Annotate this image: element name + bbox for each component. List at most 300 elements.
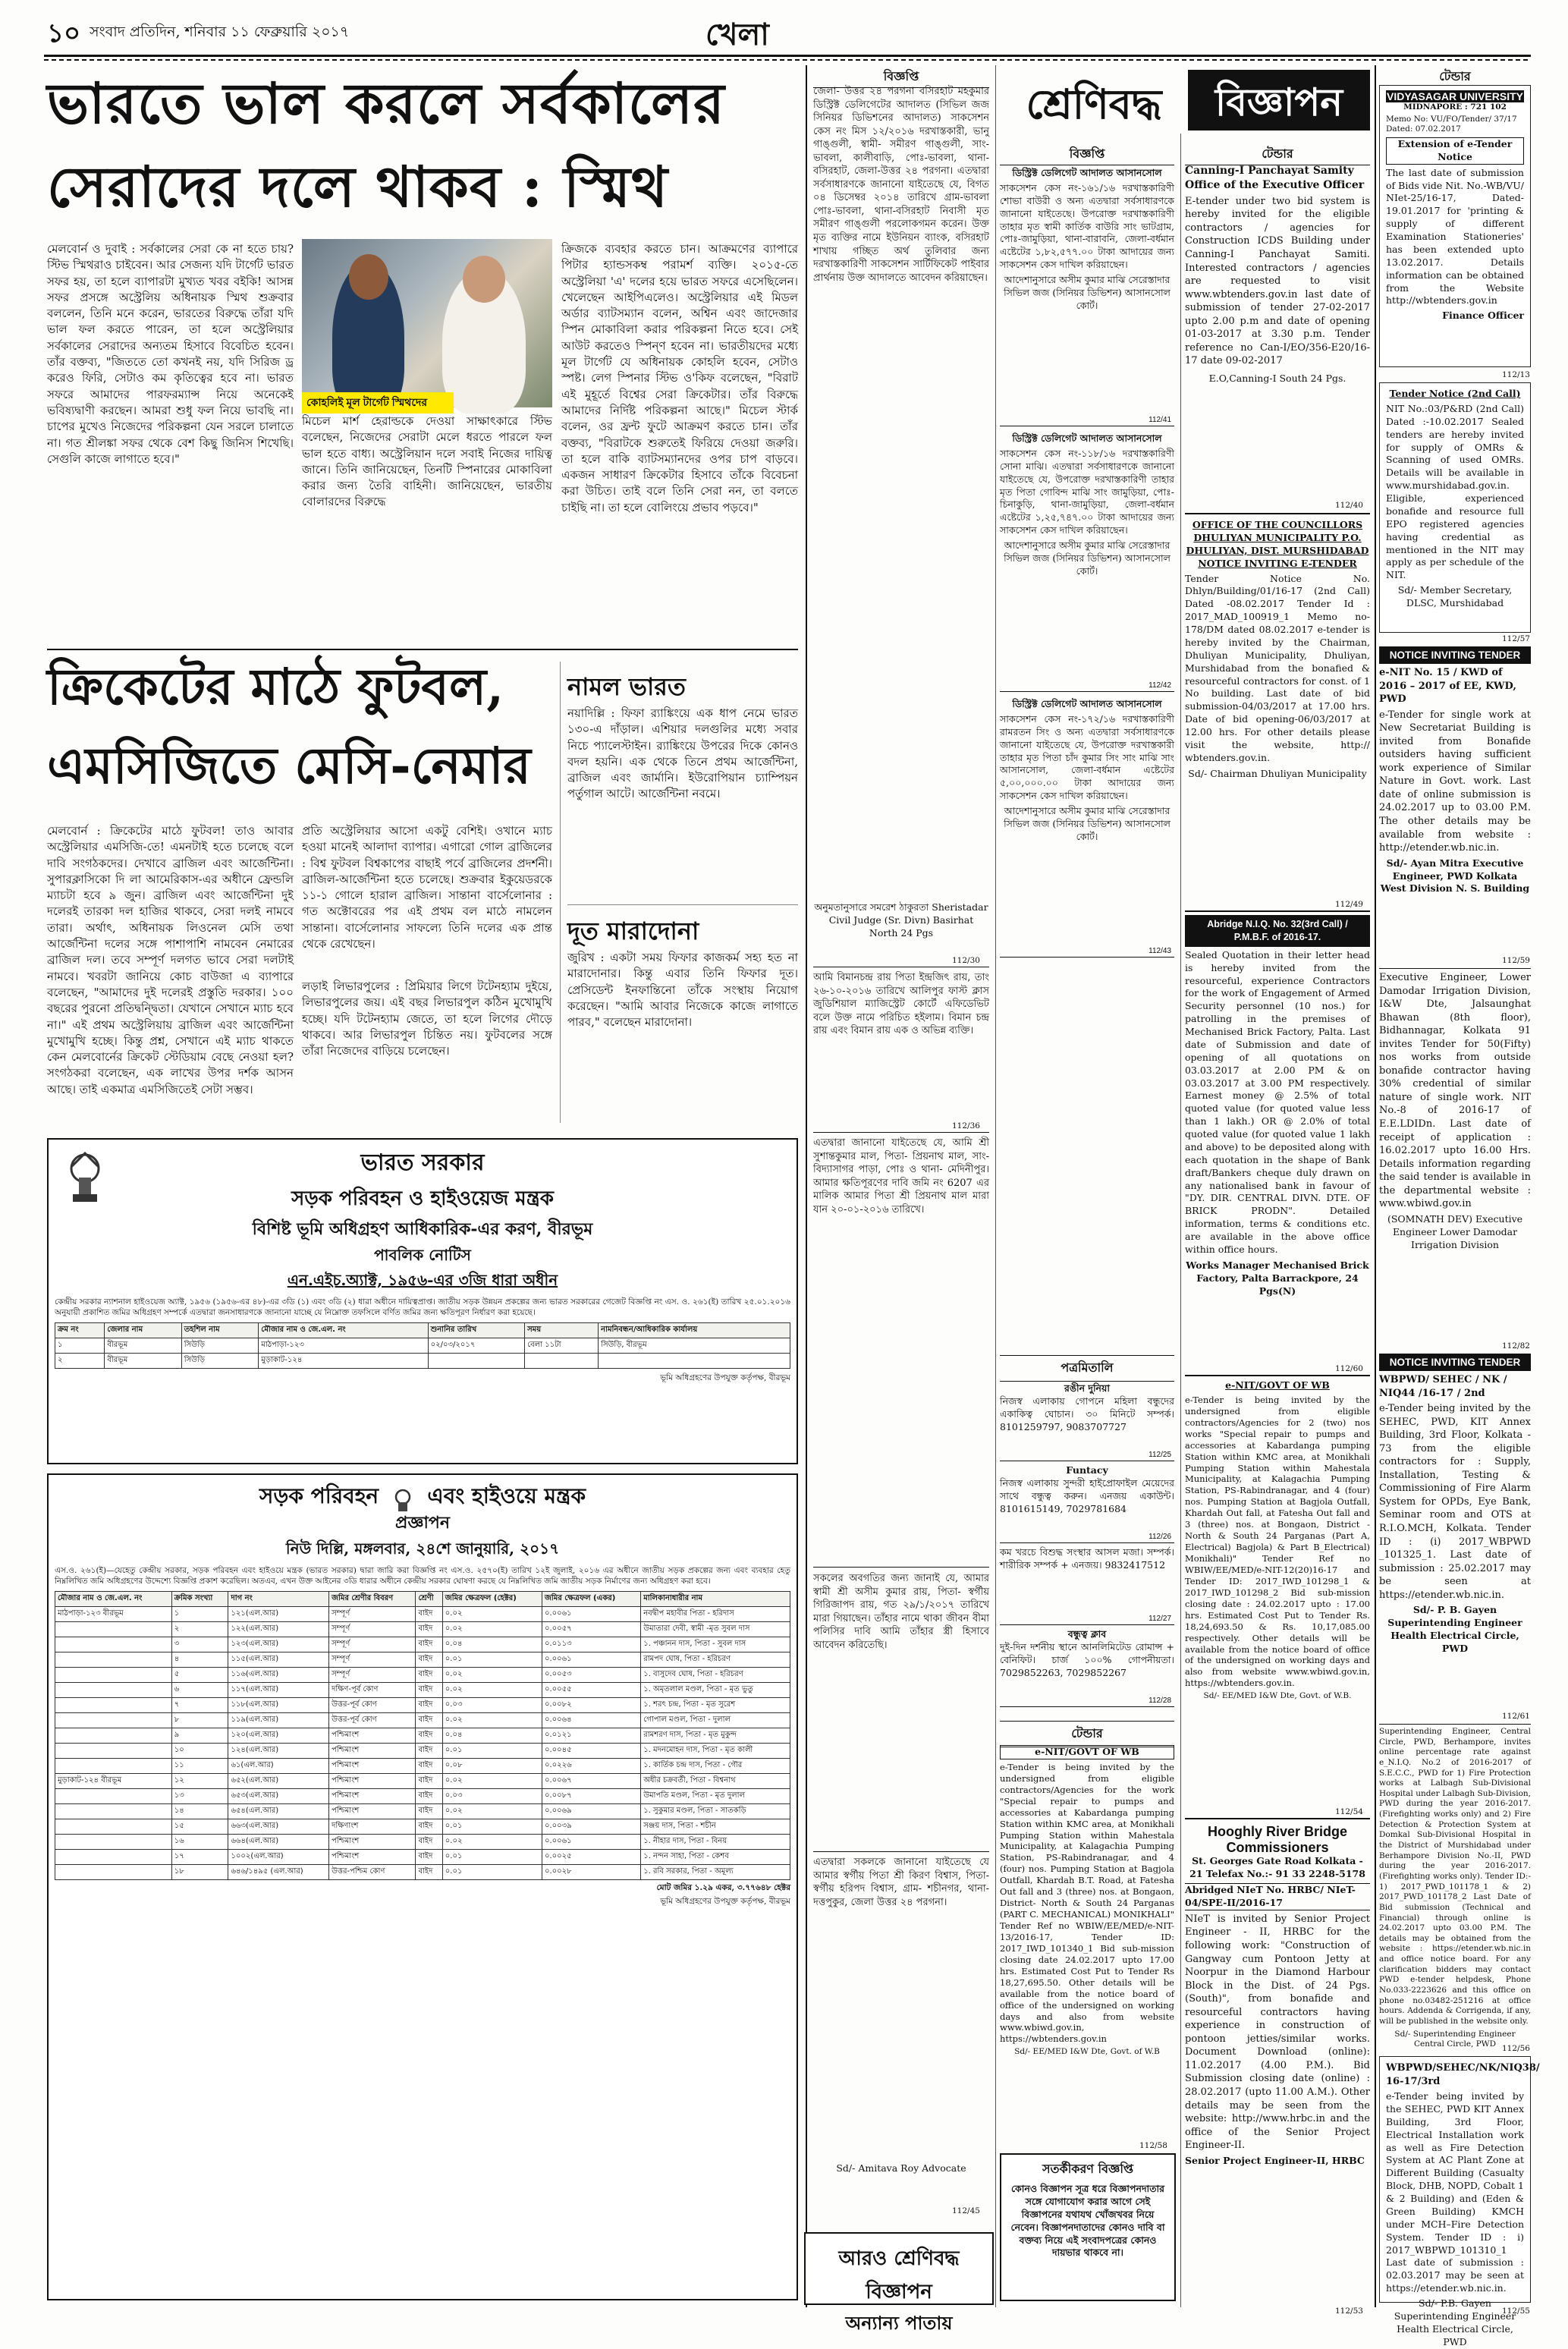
table-cell: সিউড়ি bbox=[181, 1354, 259, 1369]
table-cell: সম্পূর্ণ bbox=[329, 1668, 416, 1683]
table-cell: ০.০০৩৯ bbox=[542, 1819, 640, 1835]
hrbc-sign: Senior Project Engineer-II, HRBC bbox=[1185, 2154, 1365, 2166]
col5-sep bbox=[813, 1132, 989, 1133]
table-cell: ২ bbox=[55, 1354, 105, 1369]
table-row bbox=[55, 1713, 790, 1728]
col5-tag2: 112/36 bbox=[952, 1121, 980, 1130]
notice2-table-header bbox=[55, 1592, 790, 1607]
table-cell: ০.০০২৮ bbox=[542, 1865, 640, 1880]
col7-header: টেন্ডার bbox=[1185, 144, 1370, 165]
section-title: খেলা bbox=[705, 17, 769, 52]
notice2-line1b: এবং হাইওয়ে মন্ত্রক bbox=[427, 1483, 586, 1508]
personal-ad bbox=[1000, 1543, 1174, 1625]
table-cell: ০.০১ bbox=[442, 1652, 542, 1668]
more-classifieds-line2: অন্যান্য পাতায় bbox=[845, 2312, 953, 2334]
table-row bbox=[55, 1607, 790, 1622]
notice1-th: সময় bbox=[525, 1323, 599, 1338]
personal-ad-tag: 112/28 bbox=[1149, 1696, 1171, 1705]
hrbc-tag: 112/53 bbox=[1335, 2307, 1363, 2316]
enit2-body: e-Tender is being invited by the undersigned from eligible contractors/Agencies for 2 (two) nos works "Special repair to pumps and accessories at Kabardanga pumping Station within KMC area, at Monikhali Pumping Station within Mahestala Municipality, at Kalagachia Pumping Station, PS-Rabindranagar, and 4 (four) nos. Pumping Station at Bagjola Outfall, Khardah Out fall, at Fatesha Out fall and 3 (three) nos. at Bongaon, District - North & South 24 Parganas (Part A, Electrical) Bagjola) & Part B_Electrical) Monikhali)" Tender Ref no WBIW/EE/MED/e-NIT-12(20)16-17 and Tender ID: 2017_IWD_101298_1 & 2017_IWD_101298_2 Bid sub-mission closing date : 24.02.2017 upto : 17.00 hrs. Estimated Cost Put to Tender Rs. 18,24,693.50 & Rs. 10,17,085.00 respectively. Other details will be available from the notice board of office of the undersigned on working days and also from website www.wbiwd.gov.in, https://wbtenders.gov.in. bbox=[1185, 1394, 1370, 1689]
table-cell: ০.০০২৫ bbox=[542, 1850, 640, 1865]
kwd-tag: 112/59 bbox=[1502, 956, 1530, 965]
story2-col1: মেলবোর্ন : ক্রিকেটের মাঠে ফুটবল! তাও আবার অস্ট্রেলিয়ার এমসিজি-তে! এমনটাই হতে চলেছে বলে দাবি সংগঠকদের। দেখাবে ব্রাজিল এবং আর্জেন্টিনা। সুপারক্লাসিকো দি লা আমেরিকাস-এর অধীনে ফ্রেন্ডলি ম্যাচটা হবে ৯ জুন। ব্রাজিল এবং আর্জেন্টিনা দুই দলেরই তারকা দল হাজির থাকবে, সেরা দলই নামবে তারা। অর্থাৎ, অধিনায়ক লিওনেল মেসি তথা আর্জেন্টিনা দলের সঙ্গে পাশাপাশি নামবেন নেমারের ব্রাজিল দল। তবে সম্পূর্ণ দলগত ভাবে সেরা দলটাই নামবে। খবরটা জানিয়ে কোচ বাউজা এ ব্যাপারে বলেছেন, "আমাদের দুই দলেরই প্রস্তুতি দরকার। ১০০ বছরের পুরনো প্রতিদ্বন্দ্বিতা। যেখানে সেখানে ম্যাচ হবে না।" এই প্রথম অস্ট্রেলিয়ায় ব্রাজিল এবং আর্জেন্টিনা মুখোমুখি হচ্ছে। কিন্তু প্রশ্ন, সেখানে এই ম্যাচ থাকতে কেন মেলবোর্নের ক্রিকেট স্টেডিয়াম বেছে নেওয়া হল? সংগঠকরা বলেছেন, এক লাখের উপর দর্শক আসন আছে। তাই একমাত্র এমসিজিতেই সেটা সম্ভব। bbox=[47, 824, 294, 1096]
table-cell: ৭ bbox=[171, 1698, 228, 1713]
dhuliyan-sign: Sd/- Chairman Dhuliyan Municipality bbox=[1188, 767, 1367, 779]
col5-header: বিজ্ঞপ্তি bbox=[813, 67, 989, 88]
table-cell: ০.০০৮২ bbox=[542, 1698, 640, 1713]
classified-title-left: শ্রেণিবদ্ধ bbox=[1026, 80, 1162, 128]
table-cell: রামপদ ঘোষ, পিতা - হরিচরণ bbox=[641, 1652, 790, 1668]
enit2-sign: Sd/- EE/MED I&W Dte, Govt. of W.B. bbox=[1203, 1691, 1352, 1701]
table-cell: ১. পঞ্চানন দাস, পিতা - সুবল দাস bbox=[641, 1637, 790, 1652]
briefs-divider bbox=[560, 662, 561, 1123]
col7-sep bbox=[1185, 910, 1370, 912]
table-row bbox=[55, 1804, 790, 1819]
warning-body: কোনও বিজ্ঞাপন সূত্র ধরে বিজ্ঞাপনদাতার সঙ্গে যোগাযোগ করার আগে সেই বিজ্ঞাপনের যথাযথ খোঁজখবর নিয়ে নেবেন। বিজ্ঞাপনদাতাদের কোনও দাবি বা বক্তব্য নিয়ে এই সংবাদপত্রের কোনও দায়ভার থাকবে না। bbox=[1010, 2183, 1165, 2259]
tender-lower-damodar bbox=[1379, 968, 1531, 1340]
personal-ad-body: দুই-দিন দর্শনীয় স্থানে আনলিমিটেড রোমান্স + বেনিফিট। চার্জ ১০০% গোপনীয়তা। 7029852263, 7029852267 bbox=[1000, 1640, 1174, 1678]
hrbc-title: Hooghly River Bridge Commissioners bbox=[1207, 1824, 1348, 1855]
table-cell bbox=[525, 1354, 599, 1369]
page-number: ১০ bbox=[47, 18, 81, 49]
table-cell: ০.০২ bbox=[442, 1774, 542, 1789]
vidya-memo: Memo No: VU/FO/Tender/ 37/17 Dated: 07.02.2017 bbox=[1386, 114, 1517, 134]
table-row bbox=[55, 1759, 790, 1774]
table-row bbox=[55, 1835, 790, 1850]
table-cell: ৬৫২(এল.আর) bbox=[228, 1774, 329, 1789]
table-cell: ০.০১২১ bbox=[542, 1728, 640, 1744]
dhuliyan-body: Tender Notice No. Dhlyn/Building/01/16-17 (2nd Call) Dated -08.02.2017 Tender Id : 2017_MAD_100919_1 Memo no-178/DM dated 08.02.2017 e-tender is hereby invited by the Chairman, Dhuliyan Municipality, Dhuliyan, Murshidabad from the bonafied & resourceful contractors for const. of 1 No building. Last date of bid submission-04/03/2017 at 17.00 hrs. Date of bid opening-06/03/2017 at 12.00 hrs. For other details please visit the website, http:// wbtenders.gov.in. bbox=[1185, 572, 1370, 763]
col5-sep bbox=[813, 1567, 989, 1568]
table-cell: ১২০(এল.আর) bbox=[228, 1728, 329, 1744]
court-notice-body: সাকসেশন কেস নং-১১৮/১৬ দরখাস্তকারিণী সোনা মাঝি। এতদ্বারা সর্বসাধারণকে জানানো যাইতেছে যে, উপরোক্ত দরখাস্তকারিণী তাহার মৃত পিতা গোবিন্দ মাঝি সাং জামুড়িয়া, পোঃ-চিনাকুড়ি, থানা-জামুড়িয়া, জেলা-বর্ধমান এষ্টেটের ১,২৫,৭৪৭.০০ টাকা আদায়ের জন্য সাকসেশন কেস দাখিল করিয়াছেন। bbox=[1000, 447, 1174, 536]
table-cell: ০.০২ bbox=[442, 1622, 542, 1637]
canning-title: Canning-I Panchayat Samity Office of the Executive Officer bbox=[1185, 165, 1365, 191]
table-cell bbox=[55, 1789, 172, 1804]
table-cell: পশ্চিমাংশ bbox=[329, 1850, 416, 1865]
table-cell: ১. বাসুদেব ঘোষ, পিতা - হরিচরণ bbox=[641, 1668, 790, 1683]
table-cell: ৪ bbox=[171, 1652, 228, 1668]
table-cell: ০.০২২৬ bbox=[542, 1759, 640, 1774]
table-cell: ১২৩(এল.আর) bbox=[228, 1637, 329, 1652]
table-cell: বাইদ bbox=[416, 1652, 442, 1668]
notice1-th: মৌজার নাম ও জে.এল. নং bbox=[259, 1323, 428, 1338]
table-cell: বীরভূম bbox=[105, 1338, 181, 1354]
patra-header: পত্রমিতালি bbox=[1000, 1355, 1174, 1382]
table-cell: ০.০৪ bbox=[442, 1728, 542, 1744]
vidya-extension: Extension of e-Tender Notice bbox=[1386, 137, 1524, 165]
tender-header: টেন্ডার bbox=[1000, 1721, 1174, 1747]
table-cell: রামশরণ দাস, পিতা - মৃত মুকুন্দ bbox=[641, 1728, 790, 1744]
player-head-right bbox=[463, 256, 505, 303]
notice1-line1: ভারত সরকার bbox=[360, 1149, 485, 1176]
vidya-body: The last date of submission of Bids vide Nit. No.-WB/VU/ NIet-25/16-17, Dated- 19.01.2017 for 'printing & supply of different Examination Stationeries' has been extended upto 13.02.2017. Details information can be obtained from the Website http://wbtenders.gov.in bbox=[1386, 166, 1524, 307]
warning-title: সতর্কীকরণ বিজ্ঞপ্তি bbox=[1042, 2162, 1134, 2176]
table-cell: বাইদ bbox=[416, 1637, 442, 1652]
sehec-sign: Sd/- P. B. Gayen Superintending Engineer Health Electrical Circle, PWD bbox=[1387, 1604, 1522, 1654]
table-cell: ০.০৪ bbox=[442, 1637, 542, 1652]
table-cell: পশ্চিমাংশ bbox=[329, 1759, 416, 1774]
table-cell bbox=[55, 1683, 172, 1698]
table-cell: ২ bbox=[171, 1622, 228, 1637]
brick-title: Abridge N.I.Q. No. 32(3rd Call) / P.M.B.F. of 2016-17. bbox=[1185, 915, 1370, 947]
table-cell: বাইদ bbox=[416, 1683, 442, 1698]
notice2-table bbox=[55, 1591, 790, 1880]
table-cell: সম্পূর্ণ bbox=[329, 1622, 416, 1637]
notice2-th: মালিকানাধারীর নাম bbox=[641, 1592, 790, 1607]
table-cell: ০.০০৬১ bbox=[542, 1607, 640, 1622]
table-cell: অধীর চক্রবর্তী, পিতা - বিশ্বনাথ bbox=[641, 1774, 790, 1789]
story1-photo bbox=[302, 239, 552, 407]
col6-left-rule bbox=[995, 65, 996, 2307]
table-cell: ৫ bbox=[171, 1668, 228, 1683]
table-cell: দক্ষিণাংশ bbox=[329, 1819, 416, 1835]
table-cell: ০.০২ bbox=[442, 1683, 542, 1698]
sehec-tag: 112/61 bbox=[1502, 1712, 1530, 1721]
col5-sep bbox=[813, 1851, 989, 1852]
table-cell: ৬৬৩(এল.আর) bbox=[228, 1819, 329, 1835]
tender-brick-factory bbox=[1185, 915, 1370, 1363]
brief1-body: নয়াদিল্লি : ফিফা র‍্যাঙ্কিংয়ে এক ধাপ নেমে ভারত ১৩০-এ দাঁড়াল। এশিয়ার দলগুলির মধ্যে সবার নিচে প্যালেস্টাইন। র‍্যাঙ্কিংয়ে উপরের দিকে কোনও বদল হয়নি। এক থেকে তিনে প্রথম আর্জেন্টিনা, ব্রাজিল এবং জার্মানি। ইউরোপিয়ান চ্যাম্পিয়ন পর্তুগাল আটে। আর্জেন্টিনা নবমে। bbox=[567, 706, 798, 801]
story1-col3: ক্রিজকে ব্যবহার করতে চান। আক্রমণের ব্যাপারে পিটার হ্যান্ডসকম্ব পরামর্শ ব্যক্তি। ২০১৫-তে অস্ট্রেলিয়া 'এ' দলের হয়ে ভারত সফরে এসেছিলেন। খেলেছেন আইপিএলেও। অস্ট্রেলিয়ার এই মিডল অর্ডার ব্যাটসম্যান বলেন, অশ্বিন এবং জাদেজার স্পিন মোকাবিলা করার পরিকল্পনা নিতে হবে। সেই আউট করতেও স্পিন্‌ণ হবেন না। ভারতীয়দের মধ্যে মূল টার্গেট যে অধিনায়ক কোহলি হবেন, সেটাও স্পষ্ট। লেগ স্পিনার স্টিভ ও'কিফ বলেছেন, "বিরাট এই মুহূর্তে বিশ্বের সেরা ক্রিকেটার। তাঁর বিরুদ্ধে আমাদের নির্দিষ্ট পরিকল্পনা আছে।" মিচেল স্টার্ক বলেন, ওর ফ্রন্ট ফুটে আক্রমণ করতে চান। তাঁর বক্তব্য, "বিরাটকে শুরুতেই ফিরিয়ে দেওয়া জরুরি। তা হলে বাকি ব্যাটসম্যানদের ওপর চাপ বাড়বে। একজন সাধারণ ক্রিকেটার হিসাবে তাঁকে বিবেচনা করা উচিত। তাই বলে তিনি সেরা নন, তা বলতে চাইছি না। তা হলে বোলিংয়ে প্রভাব পড়বে।" bbox=[561, 242, 798, 514]
notice1-th: জেলার নাম bbox=[105, 1323, 181, 1338]
table-cell: সিউড়ি, বীরভূম bbox=[599, 1338, 790, 1354]
tender-enit-wb bbox=[1185, 1379, 1370, 1804]
table-cell: ০.০০৬৯ bbox=[542, 1804, 640, 1819]
canning-tag: 112/40 bbox=[1335, 501, 1363, 510]
table-cell bbox=[428, 1354, 524, 1369]
vidya-tag: 112/13 bbox=[1502, 370, 1530, 379]
story1-headline-line2: সেরাদের দলে থাকব : স্মিথ bbox=[47, 155, 669, 220]
central-sign: Sd/- Superintending Engineer Central Circle, PWD bbox=[1394, 2029, 1516, 2049]
table-cell: পশ্চিমাংশ bbox=[329, 1728, 416, 1744]
court-notice-body: সাকসেশন কেস নং-১৭২/১৬ দরখাস্তকারিণী রামরতন সিং ও অন্য এতদ্বারা সর্বসাধারণকে জানানো যাইতেছে যে, উপরোক্ত দরখাস্তকারী তাহার মৃত পিতা চাঁদ কুমার সিং সাং মাঝি সাং আসানসোল, জেলা-বর্ধমান এষ্টেটের ৫,০০,০০০.০০ টাকা আদায়ের জন্য সাকসেশন কেস দাখিল করিয়াছেন। bbox=[1000, 712, 1174, 802]
notice2-th: ক্রমিক সংখ্যা bbox=[171, 1592, 228, 1607]
table-cell: ১ bbox=[55, 1338, 105, 1354]
table-cell: বাইদ bbox=[416, 1819, 442, 1835]
notice1-body: কেন্দ্রীয় সরকার ন্যাশনাল হাইওয়েজ অ্যাক্ট, ১৯৫৬ (১৯৫৬-এর ৪৮)-এর ৩ডি (১) এবং ৩ডি (২) ধারা অধীনে দায়িত্বপ্রাপ্ত। জাতীয় সড়ক উন্নয়ন প্রকল্পের জন্য ভারত সরকারের গেজেট বিজ্ঞপ্তি নং এস. ও. ২৬১(ই) তারিখ ২৫.০১.২০১৬ অনুযায়ী প্রকাশিত জমির অধিগ্রহণ সম্পর্কে এতদ্বারা জনসাধারণকে জানানো যাচ্ছে যে নিম্নোক্ত তফসিলে বর্ণিত জমির জন্য ক্ষতিপূরণ নির্ধারণ করা হয়েছে। bbox=[55, 1297, 790, 1317]
table-cell: ১৮ bbox=[171, 1865, 228, 1880]
tender-wb-body: e-Tender is being invited by the undersigned from eligible contractors/Agencies for the work "Special repair to pumps and accessories at Kabardanga pumping Station within KMC area, at Monikhali Pumping Station within Mahestala Municipality, at Kalagachia Pumping Station, PS-Rabindranagar, and 4 (four) nos. Pumping Station at Bagjola Outfall, Khardah B.T. Road, at Fatesha Out fall and 3 (three) nos. at Bongaon, District- North & South 24 Parganas (PART C. MECHANICAL) MONIKHALI" Tender Ref no WBIW/EE/MED/e-NIT-13/2016-17, Tender ID: 2017_IWD_101340_1 Bid sub-mission closing date 24.02.2017 upto 17.00 hrs. Estimated Cost Put to Tender Rs 18,27,695.50. Other details will be available from the notice board of office of the undersigned on working days and also from website www.wbiwd.gov.in, https://wbtenders.gov.in bbox=[1000, 1761, 1174, 2045]
table-cell: সম্পূর্ণ bbox=[329, 1607, 416, 1622]
table-cell: উত্তর-পূর্ব কোণ bbox=[329, 1698, 416, 1713]
table-cell bbox=[55, 1835, 172, 1850]
notice2-th: দাগ নং bbox=[228, 1592, 329, 1607]
story1-rule bbox=[47, 649, 798, 650]
table-cell bbox=[55, 1668, 172, 1683]
table-cell: ১. অমৃতলাল মণ্ডল, পিতা - মৃত ভুতু bbox=[641, 1683, 790, 1698]
table-cell: মাঠপাড়া-১২৩ bbox=[259, 1338, 428, 1354]
hrbc-sub: St. Georges Gate Road Kolkata - 21 Telefax No.:- 91 33 2248-5178 bbox=[1189, 1855, 1365, 1880]
notice1-table-header bbox=[55, 1323, 790, 1338]
table-cell: ৬৫৩(এল.আর) bbox=[228, 1789, 329, 1804]
table-cell: ১৭ bbox=[171, 1850, 228, 1865]
enit2-title: e-NIT/GOVT OF WB bbox=[1225, 1379, 1330, 1391]
tender-kwd bbox=[1379, 646, 1531, 958]
table-cell bbox=[55, 1652, 172, 1668]
table-cell: উত্তর-পশ্চিম কোণ bbox=[329, 1865, 416, 1880]
sehec-title: WBPWD/ SEHEC / NK / NIQ44 /16-17 / 2nd bbox=[1379, 1374, 1507, 1399]
table-cell: ০.০০৫৫ bbox=[542, 1683, 640, 1698]
table-cell: ১. রবি সরকার, পিতা - অমূল্য bbox=[641, 1865, 790, 1880]
table-cell: বাইদ bbox=[416, 1850, 442, 1865]
col5-tag1: 112/30 bbox=[952, 956, 980, 965]
personal-ad-tag: 112/27 bbox=[1149, 1615, 1171, 1623]
central-tag: 112/56 bbox=[1502, 2044, 1530, 2053]
table-cell: ১১৯(এল.আর) bbox=[228, 1713, 329, 1728]
brief2-title: দূত মারাদোনা bbox=[567, 917, 699, 945]
court-notice-tag: 112/41 bbox=[1149, 416, 1171, 424]
notice2-title-row bbox=[55, 1480, 790, 1510]
sehec2-sign: Sd/- P.B. Gayen Superintending Engineer Health Electrical Circle, PWD bbox=[1394, 2297, 1516, 2347]
notice2-th: জমির ক্ষেত্রফল (একর) bbox=[542, 1592, 640, 1607]
col7-sep bbox=[1185, 513, 1370, 514]
table-cell: ০.০১ bbox=[442, 1819, 542, 1835]
notice1-th: তহশিল নাম bbox=[181, 1323, 259, 1338]
table-cell: বাইদ bbox=[416, 1789, 442, 1804]
table-cell bbox=[55, 1637, 172, 1652]
table-cell bbox=[55, 1713, 172, 1728]
col5-signoff1: অনুমতানুসারে সমরেশ ঠাকুরতা Sheristadar Civil Judge (Sr. Divn) Basirhat North 24 Pgs bbox=[814, 901, 988, 939]
table-cell: ০.০০৬৭ bbox=[542, 1774, 640, 1789]
court-notice bbox=[1000, 164, 1174, 426]
col6-header: বিজ্ঞপ্তি bbox=[1000, 144, 1174, 165]
table-cell: ১২৪(এল.আর) bbox=[228, 1744, 329, 1759]
emblem-icon bbox=[390, 1487, 416, 1513]
table-cell: ১. নন্দন সাহা, পিতা - কেশব bbox=[641, 1850, 790, 1865]
table-cell: ১০০২(এল.আর) bbox=[228, 1850, 329, 1865]
table-cell bbox=[599, 1354, 790, 1369]
personal-ad-body: নিজস্ব এলাকায় গোপনে মহিলা বন্ধুদের একাকিত্ব ঘোচান। ৩০ মিনিটে সম্পর্ক। 8101259797, 9083707727 bbox=[1000, 1395, 1174, 1432]
table-row bbox=[55, 1622, 790, 1637]
story2-headline-line1: ক্রিকেটের মাঠে ফুটবল, bbox=[47, 657, 504, 716]
table-cell: পশ্চিমাংশ bbox=[329, 1804, 416, 1819]
table-cell: ০.০৩ bbox=[442, 1789, 542, 1804]
table-cell: ০.০০৬৪ bbox=[542, 1713, 640, 1728]
table-cell: ৯ bbox=[171, 1728, 228, 1744]
notice1-line5: এন.এইচ.অ্যাক্ট, ১৯৫৬-এর ৩জি ধারা অধীন bbox=[287, 1271, 558, 1289]
sehec2-tag: 112/55 bbox=[1502, 2307, 1530, 2316]
table-cell: সম্পূর্ণ bbox=[329, 1652, 416, 1668]
table-cell: ১৪ bbox=[171, 1804, 228, 1819]
story2-col2: প্রতি অস্ট্রেলিয়ার আসো একটু বেশিই। ওখানে ম্যাচ হওয়া মানেই আলাদা ব্যাপার। এগারো গোল ব্রাজিলের : বিশ্ব ফুটবল বিশ্বকাপের বাছাই পর্বে ব্রাজিলের প্রদর্শনী। ব্রাজিল-আর্জেন্টিনা হতে চলেছে। শুক্রবার ইকুয়েডরকে ১১-১ গোলে হারাল ব্রাজিল। সান্তানা বার্সেলোনার : গত অক্টোবরের পর এই প্রথম বল মাঠে নামলেন সান্তানা। বার্সেলোনার সাফল্যে তিনি দলের এক প্রান্ত থেকে রেখেছেন। bbox=[302, 824, 552, 951]
court-notice-sign: আদেশানুসারে অসীম কুমার মাঝি সেরেস্তাদার সিভিল জজ (সিনিয়র ডিভিশন) আসানসোল কোর্ট। bbox=[1004, 274, 1171, 311]
col5-notice2: আমি বিমানচন্দ্র রায় পিতা ইন্দ্রজিৎ রায়, তাং ২৬-১০-২০১৬ তারিখে আলিপুর ফাস্ট ক্লাস জুডিশিয়াল ম্যাজিস্ট্রেট কোর্টে এফিডেভিট বলে উক্ত নামে পরিচিত হইলাম। বিমান চন্দ্র রায় এবং বিমান রায় এক ও অভিন্ন ব্যক্তি। bbox=[813, 972, 989, 1037]
col6-notices bbox=[1000, 164, 1174, 961]
tender-vidyasagar bbox=[1379, 85, 1531, 367]
table-row bbox=[55, 1774, 790, 1789]
table-cell: মুড়াকাট-১২৪ bbox=[259, 1354, 428, 1369]
col5-left-rule bbox=[806, 65, 807, 2307]
murshid-sign: Sd/- Member Secretary, DLSC, Murshidabad bbox=[1397, 584, 1513, 608]
table-cell: বাইদ bbox=[416, 1698, 442, 1713]
table-cell: ০.০১১৩ bbox=[542, 1637, 640, 1652]
court-notice bbox=[1000, 695, 1174, 958]
notice1-table bbox=[55, 1322, 790, 1369]
table-cell: নবদ্বীপ মহাবীর পিতা - হরিদাস bbox=[641, 1607, 790, 1622]
col7-sep bbox=[1185, 1818, 1370, 1819]
table-row bbox=[55, 1698, 790, 1713]
table-cell bbox=[55, 1728, 172, 1744]
court-notice-tag: 112/42 bbox=[1149, 681, 1171, 690]
personal-ad-title: রঙীন দুনিয়া bbox=[1064, 1382, 1111, 1394]
notice1-th: নামনিবন্ধন/আধিকারিক কার্যালয় bbox=[599, 1323, 790, 1338]
table-cell bbox=[55, 1744, 172, 1759]
personal-ad-tag: 112/26 bbox=[1149, 1533, 1171, 1541]
table-cell: ০.০২ bbox=[442, 1607, 542, 1622]
table-cell: বেলা ১১টা bbox=[525, 1338, 599, 1354]
court-notice-sign: আদেশানুসারে অসীম কুমার মাঝি সেরেস্তাদার সিভিল জজ (সিনিয়র ডিভিশন) আসানসোল কোর্ট। bbox=[1004, 539, 1171, 577]
vidya-title: VIDYASAGAR UNIVERSITY bbox=[1387, 90, 1523, 102]
story1-photo-caption: কোহলিই মূল টার্গেট স্মিথদের bbox=[302, 392, 454, 414]
table-row bbox=[55, 1819, 790, 1835]
table-cell bbox=[55, 1622, 172, 1637]
court-notice-sign: আদেশানুসারে অসীম কুমার মাঝি সেরেস্তাদার সিভিল জজ (সিনিয়র ডিভিশন) আসানসোল কোর্ট। bbox=[1004, 805, 1171, 842]
table-cell: ১. নীহার দাস, পিতা - বিনয় bbox=[641, 1835, 790, 1850]
court-notice-tag: 112/43 bbox=[1149, 947, 1171, 955]
personal-ad-tag: 112/25 bbox=[1149, 1451, 1171, 1459]
table-cell: ১১৬(এল.আর) bbox=[228, 1668, 329, 1683]
story1-headline-line1: ভারতে ভাল করলে সর্বকালের bbox=[47, 71, 725, 137]
personal-ad-body: নিজস্ব এলাকায় সুন্দরী হাইপ্রোফাইল মেয়েদের সাথে বন্ধুত্ব করুন। এনজয় একাউন্ট। 8101615149, 7029781684 bbox=[1000, 1476, 1174, 1514]
table-cell bbox=[55, 1759, 172, 1774]
table-cell: বাইদ bbox=[416, 1774, 442, 1789]
notice2-line2: প্রজ্ঞাপন bbox=[395, 1513, 450, 1533]
table-row bbox=[55, 1850, 790, 1865]
table-cell: ১১ bbox=[171, 1759, 228, 1774]
table-row bbox=[55, 1865, 790, 1880]
brick-sign: Works Manager Mechanised Brick Factory, Palta Barrackpore, 24 Pgs(N) bbox=[1186, 1259, 1369, 1297]
brick-body: Sealed Quotation in their letter head is hereby invited from the resourceful, experience Contractors for the work of Engagement of Armed Security personnel (10 nos.) for patrolling in the premises of Mechanised Brick Factory, Palta. Last date of Submission and date of opening of all quotations on 03.03.2017 at 2.00 PM & on 03.03.2017 at 3.00 PM respectively. Earnest money @ 2.5% of total quoted value (for quoted value less than 1 lakh.) OR @ 2.0% of total quoted value (for quoted value 1 lakh and above) to be deposited along with each quotation in the shape of Bank draft/Bankers cheque duly drawn on any nationalised bank in favour of "DY. DIR. CENTRAL DIVN. DTE. OF BRICK PRODN". Detailed information, terms & conditions etc. are available in the above office within office hours. bbox=[1185, 948, 1370, 1255]
kwd-body: e-Tender for single work at New Secretariat Building is invited from Bonafide outsiders having sufficient work experience of Similar Nature in Govt. work. Last date of online submission is 24.02.2017 up to 03.00 P.M. The other details may be available from website : http://etender.wb.nic.in. bbox=[1379, 709, 1531, 854]
table-cell: বাইদ bbox=[416, 1728, 442, 1744]
table-cell: ০.০০৬১ bbox=[542, 1835, 640, 1850]
table-cell: ৬৬৪(এল.আর) bbox=[228, 1835, 329, 1850]
tender-hrbc bbox=[1185, 1824, 1370, 2303]
table-cell: ৩ bbox=[171, 1637, 228, 1652]
brick-tag: 112/60 bbox=[1335, 1364, 1363, 1373]
table-cell: দক্ষিণ-পূর্ব কোণ bbox=[329, 1683, 416, 1698]
tender-canning bbox=[1185, 164, 1370, 502]
story1-col1: মেলবোর্ন ও দুবাই : সর্বকালের সেরা কে না হতে চায়? স্টিভ স্মিথরাও চাইবেন। আর সেজন্য যদি টার্গেট ভারত সফর হয়, তা হলে ব্যাপারটা মুখ্যত খবর বইকি! আসন্ন সফর প্রসঙ্গে অস্ট্রেলিয় অধিনায়ক স্মিথ শুক্রবার বললেন, তিনি মনে করেন, ভারতের বিরুদ্ধে তাঁরা যদি ভাল ফল করতে পারেন, তা হলে অস্ট্রেলিয়ার সর্বকালের সেরাদের অন্যতম হিসাবে বিবেচিত হবেন। তাঁর বক্তব্য, "জিততে তো কখনই নয়, যদি সিরিজ ড্র করেও ফিরি, সেটাও কম কৃতিত্বের হবে না। ভারত সফরে আমাদের পারফরম্যান্স নিয়ে অনেকেই ভবিষ্যদ্বাণী করছেন। আমরা শুধু ফল নিয়ে ভাবছি না। চাপের মুখেও নিজেদের পরিকল্পনা যেন সরলে চালাতে না। গত শ্রীলঙ্কা সফর থেকে বেশ কিছু জিনিস শিখেছি। সেগুলি কাজে লাগাতে হবে।" bbox=[47, 242, 294, 466]
table-cell: ১২ bbox=[171, 1774, 228, 1789]
notice1-footer: ভূমি অধিগ্রহণের উপযুক্ত কর্তৃপক্ষ, বীরভূম bbox=[660, 1373, 790, 1383]
table-cell: বাইদ bbox=[416, 1804, 442, 1819]
story2-col3: লড়াই লিভারপুলের : প্রিমিয়ার লিগে টটেনহ্যাম দুইয়ে, লিভারপুলের জয়। এই বছর লিভারপুল কঠিন মুখোমুখি হচ্ছে। যদি টটেনহ্যাম জেতে, তা হলে লিগের দৌড়ে থাকবে। আর লিভারপুল চিন্তিত নয়। ফুটবলের সঙ্গে তাঁরা নিজেদের বাড়িয়ে চলেছেন। bbox=[302, 980, 552, 1058]
table-cell: ০.০২ bbox=[442, 1835, 542, 1850]
hrbc-body: NIeT is invited by Senior Project Engineer - II, HRBC for the following work: "Construction of Gangway cum Pontoon Jetty at Noorpur in the Diamond Harbour Block in the Dist. of 24 Pgs. (South)", from bonafide and resourceful contractors having experience in construction of pontoon jetties/similar works. Document Download (online): 11.02.2017 (4.00 P.M.). Bid Submission closing date (online) : 28.02.2017 (upto 11.00 A.M.). Other details may be seen from the website: http://www.hrbc.in and the office of the Senior Project Engineer-II. bbox=[1185, 1913, 1370, 2152]
table-cell: বাইদ bbox=[416, 1759, 442, 1774]
sehec-header: NOTICE INVITING TENDER bbox=[1379, 1354, 1531, 1371]
table-cell: ৬৫৪(এল.আর) bbox=[228, 1804, 329, 1819]
table-cell: বাইদ bbox=[416, 1744, 442, 1759]
table-cell: সিউড়ি bbox=[181, 1338, 259, 1354]
table-cell: ১ bbox=[171, 1607, 228, 1622]
notice2-line1: সড়ক পরিবহন bbox=[259, 1483, 379, 1508]
table-cell: ১১৭(এল.আর) bbox=[228, 1683, 329, 1698]
dhuliyan-tag: 112/49 bbox=[1335, 900, 1363, 909]
canning-sign: E.O,Canning-I South 24 Pgs. bbox=[1208, 372, 1346, 384]
table-cell: সঞ্জয় দাস, পিতা - শচীন bbox=[641, 1819, 790, 1835]
table-cell: ০.০০৮৭ bbox=[542, 1789, 640, 1804]
table-row bbox=[55, 1354, 790, 1369]
govt-notice-land-acquisition bbox=[47, 1138, 798, 1464]
murshid-body: NIT No.:03/P&RD (2nd Call) Dated :-10.02.2017 Sealed tenders are hereby invited for supply of OMRs & Scanning of used OMRs. Details will be available in www.murshidabad.gov.in. Eligible, experienced bonafide and resource full EPO registered agencies having credential as mentioned in the NIT may apply as per schedule of the NIT. bbox=[1386, 402, 1524, 581]
table-cell: ০.০২ bbox=[442, 1713, 542, 1728]
table-cell: মুড়াকাট-১২৪ বীরভূম bbox=[55, 1774, 172, 1789]
table-cell: বাইদ bbox=[416, 1622, 442, 1637]
notice1-line2: সড়ক পরিবহন ও হাইওয়েজ মন্ত্রক bbox=[291, 1187, 554, 1210]
warning-notice bbox=[1000, 2153, 1176, 2301]
table-cell: ০.০০৫৭ bbox=[542, 1622, 640, 1637]
table-row bbox=[55, 1789, 790, 1804]
table-cell: ১. মদনমোহন দাস, পিতা - মৃত কালী bbox=[641, 1744, 790, 1759]
notice1-th: শুনানির তারিখ bbox=[428, 1323, 524, 1338]
table-row bbox=[55, 1652, 790, 1668]
table-cell: পশ্চিমাংশ bbox=[329, 1744, 416, 1759]
masthead-rule bbox=[44, 55, 1531, 57]
col5-notice4: সকলের অবগতির জন্য জানাই যে, আমার স্বামী শ্রী অসীম কুমার রায়, পিতা- স্বর্গীয় গিরিজাপদ রায়, গত ২৯/১/২০১৭ তারিখে মারা গিয়াছেন। তাঁহার নামে থাকা জীবন বীমা পলিসির দাবি আমি তাঁহার স্ত্রী হিসাবে আবেদন করিতেছি। bbox=[813, 1573, 989, 1651]
tender-wb-title: e-NIT/GOVT OF WB bbox=[1000, 1745, 1174, 1759]
vidya-sub: MIDNAPORE : 721 102 bbox=[1403, 102, 1507, 112]
table-cell: ১৩ bbox=[171, 1789, 228, 1804]
more-classifieds-line1: আরও শ্রেণিবদ্ধ বিজ্ঞাপন bbox=[838, 2247, 960, 2303]
court-notice bbox=[1000, 429, 1174, 692]
table-cell: বাইদ bbox=[416, 1865, 442, 1880]
notice2-th: জমির ক্ষেত্রফল (হেক্টর) bbox=[442, 1592, 542, 1607]
classified-title-right: বিজ্ঞাপন bbox=[1188, 70, 1370, 130]
col7-sep bbox=[1185, 1375, 1370, 1376]
col5-signoff2: Sd/- Amitava Roy Advocate bbox=[836, 2162, 966, 2174]
patra-list bbox=[1000, 1379, 1174, 1713]
table-cell: ০.০০৬১ bbox=[542, 1652, 640, 1668]
table-cell: সম্পূর্ণ bbox=[329, 1637, 416, 1652]
tender-sehec bbox=[1379, 1354, 1531, 1710]
table-cell: উত্তর-পূর্ব কোণ bbox=[329, 1713, 416, 1728]
table-cell: পশ্চিমাংশ bbox=[329, 1789, 416, 1804]
story1-col2: মিচেল মার্শ হেরাল্ডকে দেওয়া সাক্ষাৎকারে স্টিভ বলেছেন, নিজেদের সেরাটা মেলে ধরতে পারলে ফল ভাল হতে বাধ্য। অস্ট্রেলিয়ান দলে সবাই নিজের দায়িত্ব জানে। তিনি জানিয়েছেন, তিনটি স্পিনারের মোকাবিলা করার জন্য তৈরি বাহিনী। জানিয়েছেন, ভারতীয় বোলারদের বিরুদ্ধে bbox=[302, 414, 552, 509]
table-cell: ০.০৮ bbox=[442, 1759, 542, 1774]
table-cell: ০.০১ bbox=[442, 1744, 542, 1759]
brief1-title: নামল ভারত bbox=[567, 672, 686, 701]
col5-notice3: এতদ্বারা জানানো যাইতেছে যে, আমি শ্রী সুশান্তকুমার মাল, পিতা- প্রিয়নাথ মাল, সাং- বিদ্যাসাগর পাড়া, পোঃ ও থানা- মেদিনীপুর। আমার ক্ষতিপূরণের দাবি জমি নং 6207 এর মালিক আমার পিতা শ্রী প্রিয়নাথ মাল মারা যান ২০-০১-২০১৬ তারিখে। bbox=[813, 1137, 989, 1215]
table-cell: বীরভূম bbox=[105, 1354, 181, 1369]
notice2-body: এস.ও. ২৬১(ই)—যেহেতু কেন্দ্রীয় সরকার, সড়ক পরিবহন এবং হাইওয়ে মন্ত্রক (ভারত সরকার) দ্বারা জারি করা বিজ্ঞপ্তি নং এস.ও. ২৫৭০(ই) তারিখ ১২ই জুলাই, ২০১৬ এর অধীনে জাতীয় সড়ক প্রকল্পের জন্য এবং ব্যবহার হেতু নিম্নলিখিত জমি অধিগ্রহণের উদ্দেশ্যে বিজ্ঞপ্তি প্রকাশ করেছিল। অতএব, এখন উক্ত আইনের ৩ডি ধারার অধীনে কেন্দ্রীয় সরকার ঘোষণা করছে যে নিম্নলিখিত জমি জাতীয় সড়ক নির্মাণের জন্য অধিগ্রহণ করা হবে। bbox=[55, 1566, 790, 1586]
table-cell: মাঠপাড়া-১২৩ বীরভূম bbox=[55, 1607, 172, 1622]
masthead-rule-dotted bbox=[44, 59, 1531, 61]
personal-ad-body: কম খরচে বিশুদ্ধ সংস্থার আসল মজা। সম্পর্ক। শারীরিক সম্পর্ক + এনজয়। 9832417512 bbox=[1000, 1546, 1174, 1571]
sehec2-title: WBPWD/SEHEC/NK/NIQ38/ 16-17/3rd bbox=[1386, 2062, 1540, 2087]
table-cell: বাইদ bbox=[416, 1668, 442, 1683]
personal-ad bbox=[1000, 1461, 1174, 1543]
notice1-th: ক্রম নং bbox=[55, 1323, 105, 1338]
court-notice-title: ডিস্ট্রিক্ট ডেলিগেট আদালত আসানসোল bbox=[1012, 432, 1162, 444]
table-cell bbox=[55, 1850, 172, 1865]
table-row bbox=[55, 1728, 790, 1744]
table-cell: ০.০১ bbox=[442, 1850, 542, 1865]
notice2-footer: ভূমি অধিগ্রহণের উপযুক্ত কর্তৃপক্ষ, বীরভূম bbox=[660, 1896, 790, 1906]
table-cell: ৮ bbox=[171, 1713, 228, 1728]
table-cell: ১২২(এল.আর) bbox=[228, 1622, 329, 1637]
col5-tag3: 112/45 bbox=[952, 2206, 980, 2215]
col7-left-rule bbox=[1180, 134, 1181, 2307]
sehec-body: e-Tender being invited by the SEHEC, PWD, KIT Annex Building, 3rd Floor, Kolkata - 73 from the eligible contractors for : Supply, Installation, Testing & Commissioning of Fire Alarm System for OPDs, Eye Bank, Seminar room and OTS at R.I.O.MCH, Kolkata. Tender ID : (i) 2017_WBPWD _101325_1. Last date of submission : 25.02.2017 may be seen at https://etender.wb.nic.in. bbox=[1379, 1403, 1531, 1601]
sehec2-body: e-Tender being invited by the SEHEC, PWD KIT Annex Building, 3rd Floor, Electrical Installation work as well as Fire Detection System at AC Plant Zone at Different Building (Casualty Block, DHB, NOPD, Cobalt 1 & 2 Building) and (Eden & Green Building) KMCH under MCH–Fire Detection System. Tender ID : i) 2017_WBPWD_101310_1 Last date of submission : 02.03.2017 may be seen at https://etender.wb.nic.in. bbox=[1386, 2090, 1524, 2294]
notice2-th: শ্রেণী bbox=[416, 1592, 442, 1607]
table-row bbox=[55, 1637, 790, 1652]
table-cell: ১. শরৎ চন্দ্র, পিতা - মৃত সুরেশ bbox=[641, 1698, 790, 1713]
ldid-tag: 112/82 bbox=[1502, 1341, 1530, 1351]
